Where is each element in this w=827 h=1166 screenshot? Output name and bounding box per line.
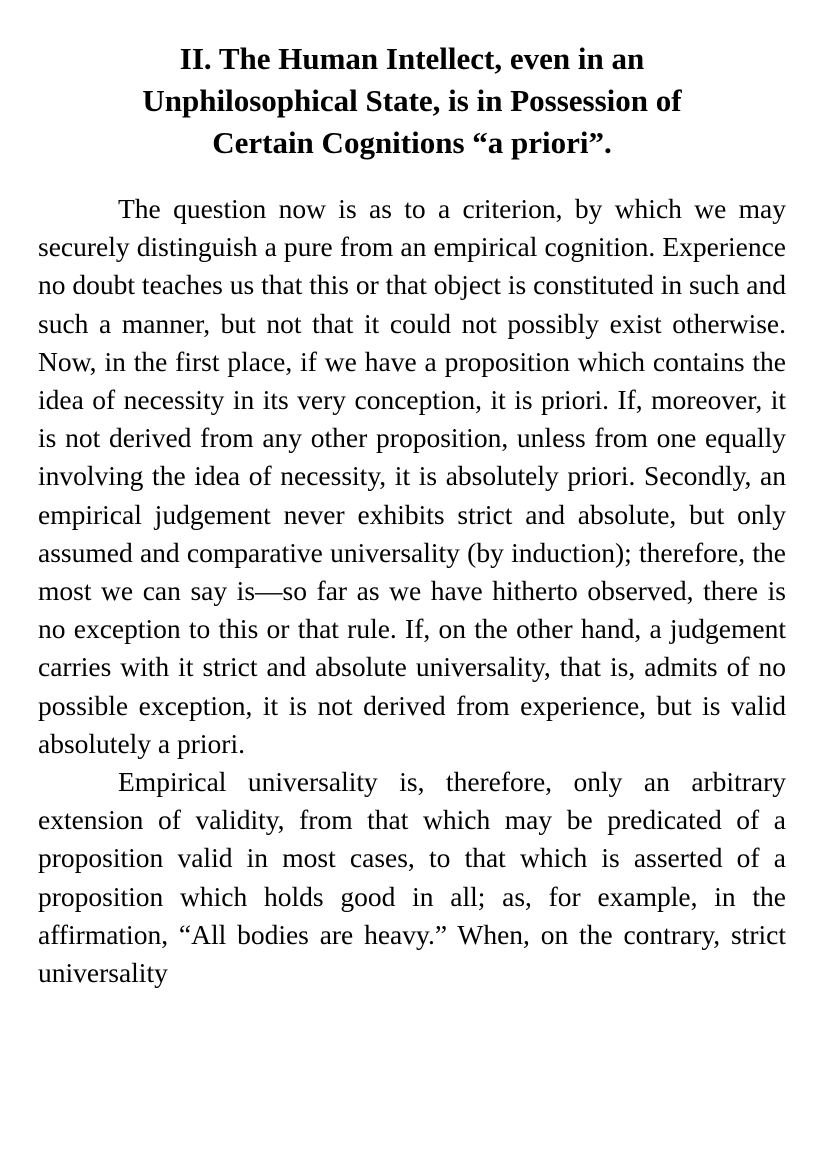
paragraph-empirical-universality: Empirical universality is, therefore, only an arbitrary extension of validity, from that which may be predicated of a proposition valid in most cases, to that which is asserted of a proposition which holds good in all; as, for example, in the affirmation, “All bodies are heavy.” When, on the contrary, strict universality [38,766,786,989]
document-page [38,38,786,992]
section-title-line-1: II. The Human Intellect, even in an [179,41,645,76]
paragraph-criterion: The question now is as to a criterion, by which we may securely distinguish a pure from an empirical cognition. Experience no doubt teaches us that this or that object is constituted in such and such a manner, but not that it could not possibly exist otherwise. Now, in the first place, if we have a proposition which contains the idea of necessity in its very conception, it is priori. If, moreover, it is not derived from any other proposition, unless from one equally involving the idea of necessity, it is absolutely priori. Secondly, an empirical judgement never exhibits strict and absolute, but only assumed and comparative universality (by induction); therefore, the most we can say is—so far as we have hitherto observed, there is no exception to this or that rule. If, on the other hand, a judgement carries with it strict and absolute universality, that is, admits of no possible exception, it is not derived from experience, but is valid absolutely a priori. [38,193,786,759]
section-title [38,38,786,164]
section-title-line-2: Unphilosophical State, is in Possession of [142,83,682,118]
section-title-line-3: Certain Cognitions “a priori”. [212,125,612,160]
